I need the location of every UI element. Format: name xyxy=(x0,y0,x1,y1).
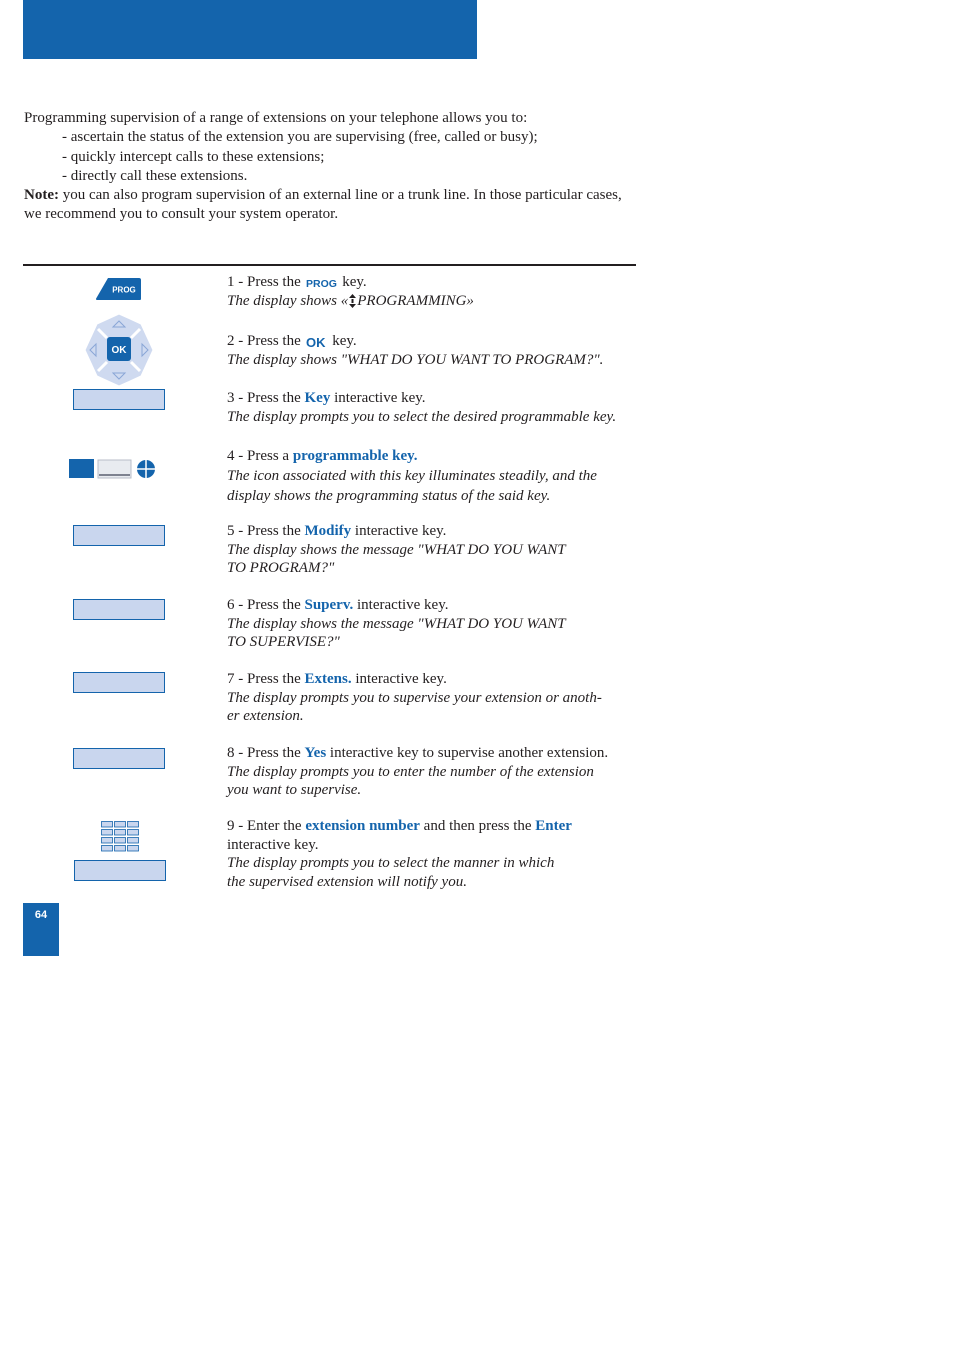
intro-bullet: - quickly intercept calls to these extensions; xyxy=(62,148,325,165)
step-text: interactive key. xyxy=(351,523,447,539)
step-text: 2 - Press the xyxy=(227,333,305,349)
step-desc: TO PROGRAM?" xyxy=(227,560,335,576)
step-text: 5 - Press the xyxy=(227,523,305,539)
step-text: and then press the xyxy=(419,818,536,834)
step-text: 1 - Press the xyxy=(227,274,305,290)
step-text: key. xyxy=(338,274,367,290)
step-desc: The display prompts you to supervise your extension or anoth- xyxy=(227,689,602,706)
softkey-enter[interactable] xyxy=(74,860,166,881)
key-name: Extens. xyxy=(304,671,352,687)
step-text: interactive key. xyxy=(353,597,449,613)
step-desc: PROGRAMMING» xyxy=(357,292,474,309)
step-text: interactive key. xyxy=(330,390,426,406)
step-text: 7 - Press the xyxy=(227,671,305,687)
step-desc: The icon associated with this key illuminates steadily, and the display shows the programming status of the said key. xyxy=(227,467,597,504)
step-text: 8 - Press the xyxy=(227,745,305,761)
step-desc: The display prompts you to select the manner in which xyxy=(227,855,555,871)
step-desc: The display shows "WHAT DO YOU WANT TO PROGRAM?". xyxy=(227,351,604,368)
softkey-modify[interactable] xyxy=(73,525,165,546)
step-desc: The display shows the message "WHAT DO YOU WANT xyxy=(227,615,566,632)
note-text: you can also program supervision of an external line or a trunk line. In those particular cases, we recommend you to consult your system operator. xyxy=(24,187,622,223)
step-8 xyxy=(227,744,647,800)
step-text: interactive key to supervise another extension. xyxy=(326,745,609,761)
step-text: interactive key. xyxy=(351,671,447,687)
step-desc: er extension. xyxy=(227,708,304,724)
updown-arrow-icon xyxy=(348,294,357,308)
intro-line: Programming supervision of a range of extensions on your telephone allows you to: xyxy=(24,110,528,126)
step-7 xyxy=(227,670,647,726)
inline-ok-label: OK xyxy=(305,334,325,349)
intro-bullet: - directly call these extensions. xyxy=(62,167,248,184)
step-9 xyxy=(227,817,647,891)
page-number: 64 xyxy=(23,903,59,956)
step-2 xyxy=(227,332,647,369)
softkey-key[interactable] xyxy=(73,389,165,410)
step-6 xyxy=(227,596,647,652)
step-text: 3 - Press the xyxy=(227,390,305,406)
keypad-icon xyxy=(101,821,139,853)
step-desc: The display prompts you to enter the number of the extension xyxy=(227,763,594,780)
key-name: Key xyxy=(304,390,331,406)
key-name: Superv. xyxy=(304,597,354,613)
key-name: Modify xyxy=(304,523,352,539)
key-name: extension number xyxy=(305,818,420,834)
inline-prog-key-icon xyxy=(305,277,339,289)
step-3 xyxy=(227,389,647,426)
step-1 xyxy=(227,273,647,310)
header-bar xyxy=(23,0,477,59)
prog-key-icon xyxy=(96,277,142,301)
intro-note xyxy=(24,186,639,225)
navigator-ok-icon xyxy=(81,312,157,388)
step-text: interactive key. xyxy=(227,836,319,853)
step-5 xyxy=(227,522,647,578)
intro-section xyxy=(24,109,639,225)
step-4 xyxy=(227,447,637,506)
section-divider xyxy=(23,264,636,266)
inline-prog-label: PROG xyxy=(305,277,337,289)
intro-bullet: - ascertain the status of the extension you are supervising (free, called or busy); xyxy=(62,129,538,146)
key-name: programmable key. xyxy=(292,448,418,464)
softkey-superv[interactable] xyxy=(73,599,165,620)
step-desc: The display prompts you to select the desired programmable key. xyxy=(227,408,617,425)
key-name: Yes xyxy=(304,745,327,761)
step-text: 9 - Enter the xyxy=(227,818,306,834)
step-desc: the supervised extension will notify you. xyxy=(227,873,467,890)
softkey-yes[interactable] xyxy=(73,748,165,769)
step-text: 6 - Press the xyxy=(227,597,305,613)
ok-key-label: OK xyxy=(111,345,127,356)
step-desc: The display shows « xyxy=(227,292,349,309)
step-desc: The display shows the message "WHAT DO YOU WANT xyxy=(227,541,566,558)
softkey-extens[interactable] xyxy=(73,672,165,693)
inline-ok-key-icon xyxy=(305,335,329,349)
step-text: key. xyxy=(328,333,357,349)
step-text: 4 - Press a xyxy=(227,448,293,464)
key-name: Enter xyxy=(535,818,572,834)
programmable-key-icon xyxy=(68,457,158,481)
step-desc: you want to supervise. xyxy=(227,782,362,798)
note-label: Note: xyxy=(24,187,59,204)
prog-key-label: PROG xyxy=(112,285,136,295)
step-desc: TO SUPERVISE?" xyxy=(227,634,340,650)
